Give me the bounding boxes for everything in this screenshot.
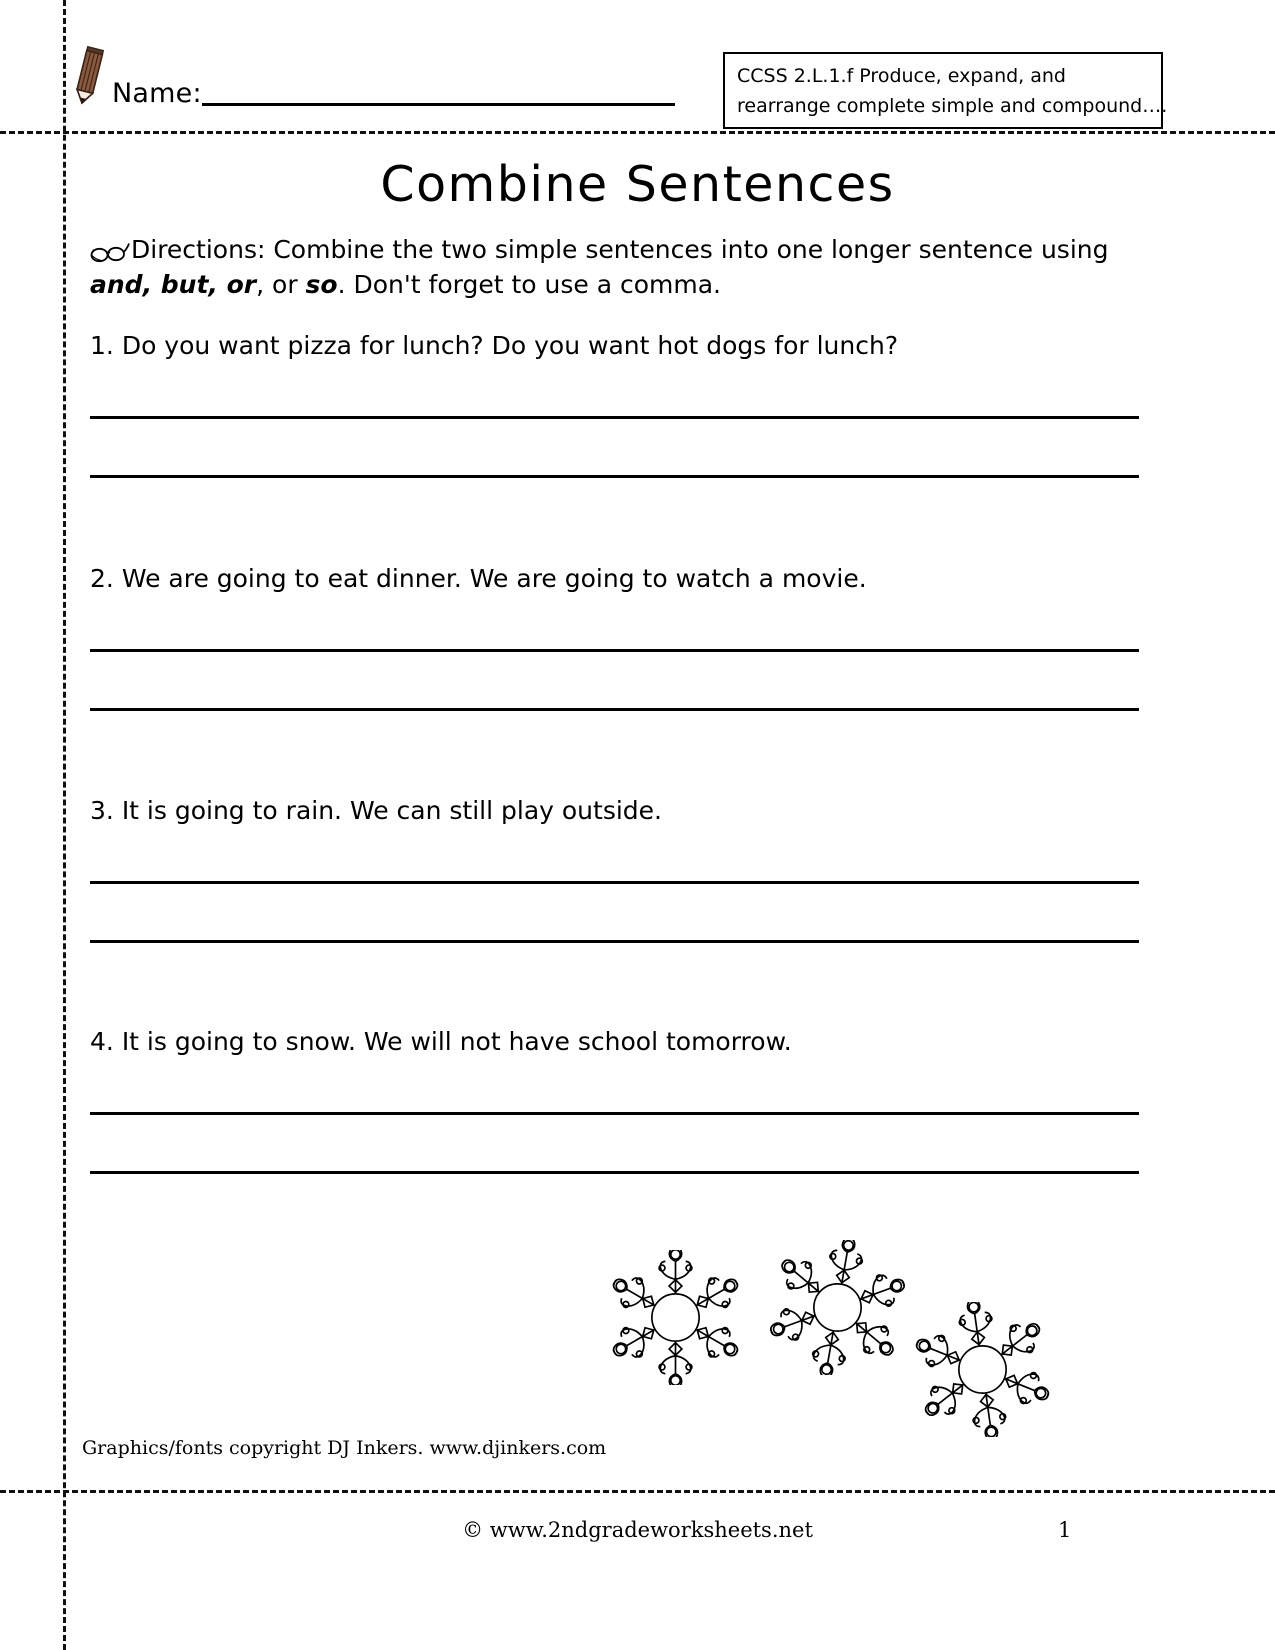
- snowflake-icon: [915, 1302, 1050, 1437]
- answer-line-1a[interactable]: [90, 416, 1139, 419]
- question-body-4: It is going to snow. We will not have school tomorrow.: [121, 1027, 792, 1056]
- cut-guide-horizontal-top: [0, 131, 1275, 134]
- directions-line-2: [90, 268, 1160, 301]
- cut-guide-vertical-left: [63, 0, 66, 1650]
- site-url: © www.2ndgradeworksheets.net: [462, 1518, 813, 1542]
- directions-mid: , or: [256, 270, 306, 299]
- page-header: [0, 0, 1275, 131]
- conjunction-so: so: [305, 270, 338, 299]
- ccss-standard-box: [723, 52, 1168, 129]
- question-text-4: [90, 1027, 1155, 1057]
- question-text-1: [90, 331, 1155, 361]
- question-body-2: We are going to eat dinner. We are going to watch a movie.: [121, 564, 867, 593]
- directions-end: . Don't forget to use a comma.: [337, 270, 721, 299]
- name-input[interactable]: [202, 103, 675, 106]
- question-number-4: 4.: [90, 1027, 114, 1056]
- conjunction-list: and, but, or: [90, 270, 257, 299]
- question-number-1: 1.: [90, 331, 114, 360]
- directions-line-1: [90, 233, 1160, 266]
- answer-line-4a[interactable]: [90, 1112, 1139, 1115]
- answer-line-2b[interactable]: [90, 708, 1139, 711]
- graphics-credit: Graphics/fonts copyright DJ Inkers. www.djinkers.com: [82, 1437, 607, 1459]
- answer-line-1b[interactable]: [90, 475, 1139, 478]
- snowflake-icon: [770, 1240, 905, 1375]
- pencil-icon: [66, 46, 112, 112]
- page-number: 1: [1058, 1518, 1072, 1542]
- question-block-4: [90, 1027, 1155, 1174]
- cut-guide-horizontal-bottom: [0, 1490, 1275, 1493]
- ccss-line-1: CCSS 2.L.1.f Produce, expand, and: [737, 65, 1066, 87]
- question-body-3: It is going to rain. We can still play outside.: [121, 796, 662, 825]
- glasses-icon: [90, 240, 130, 264]
- directions-block: [90, 233, 1160, 301]
- question-number-3: 3.: [90, 796, 114, 825]
- answer-line-4b[interactable]: [90, 1171, 1139, 1174]
- name-field-row: [112, 80, 675, 109]
- question-block-2: [90, 564, 1155, 711]
- question-block-3: [90, 796, 1155, 943]
- ccss-line-2: rearrange complete simple and compound….: [737, 95, 1168, 117]
- question-block-1: [90, 331, 1155, 478]
- name-label: Name:: [112, 78, 202, 109]
- page-title: Combine Sentences: [380, 156, 895, 213]
- answer-line-3b[interactable]: [90, 940, 1139, 943]
- answer-line-3a[interactable]: [90, 881, 1139, 884]
- question-text-2: [90, 564, 1155, 594]
- directions-text-1: Directions: Combine the two simple sentences into one longer sentence using: [131, 235, 1109, 264]
- question-number-2: 2.: [90, 564, 114, 593]
- question-text-3: [90, 796, 1155, 826]
- snowflake-icon: [608, 1250, 743, 1385]
- snowflake-decoration-group: [590, 1240, 1090, 1470]
- question-body-1: Do you want pizza for lunch? Do you want hot dogs for lunch?: [121, 331, 899, 360]
- answer-line-2a[interactable]: [90, 649, 1139, 652]
